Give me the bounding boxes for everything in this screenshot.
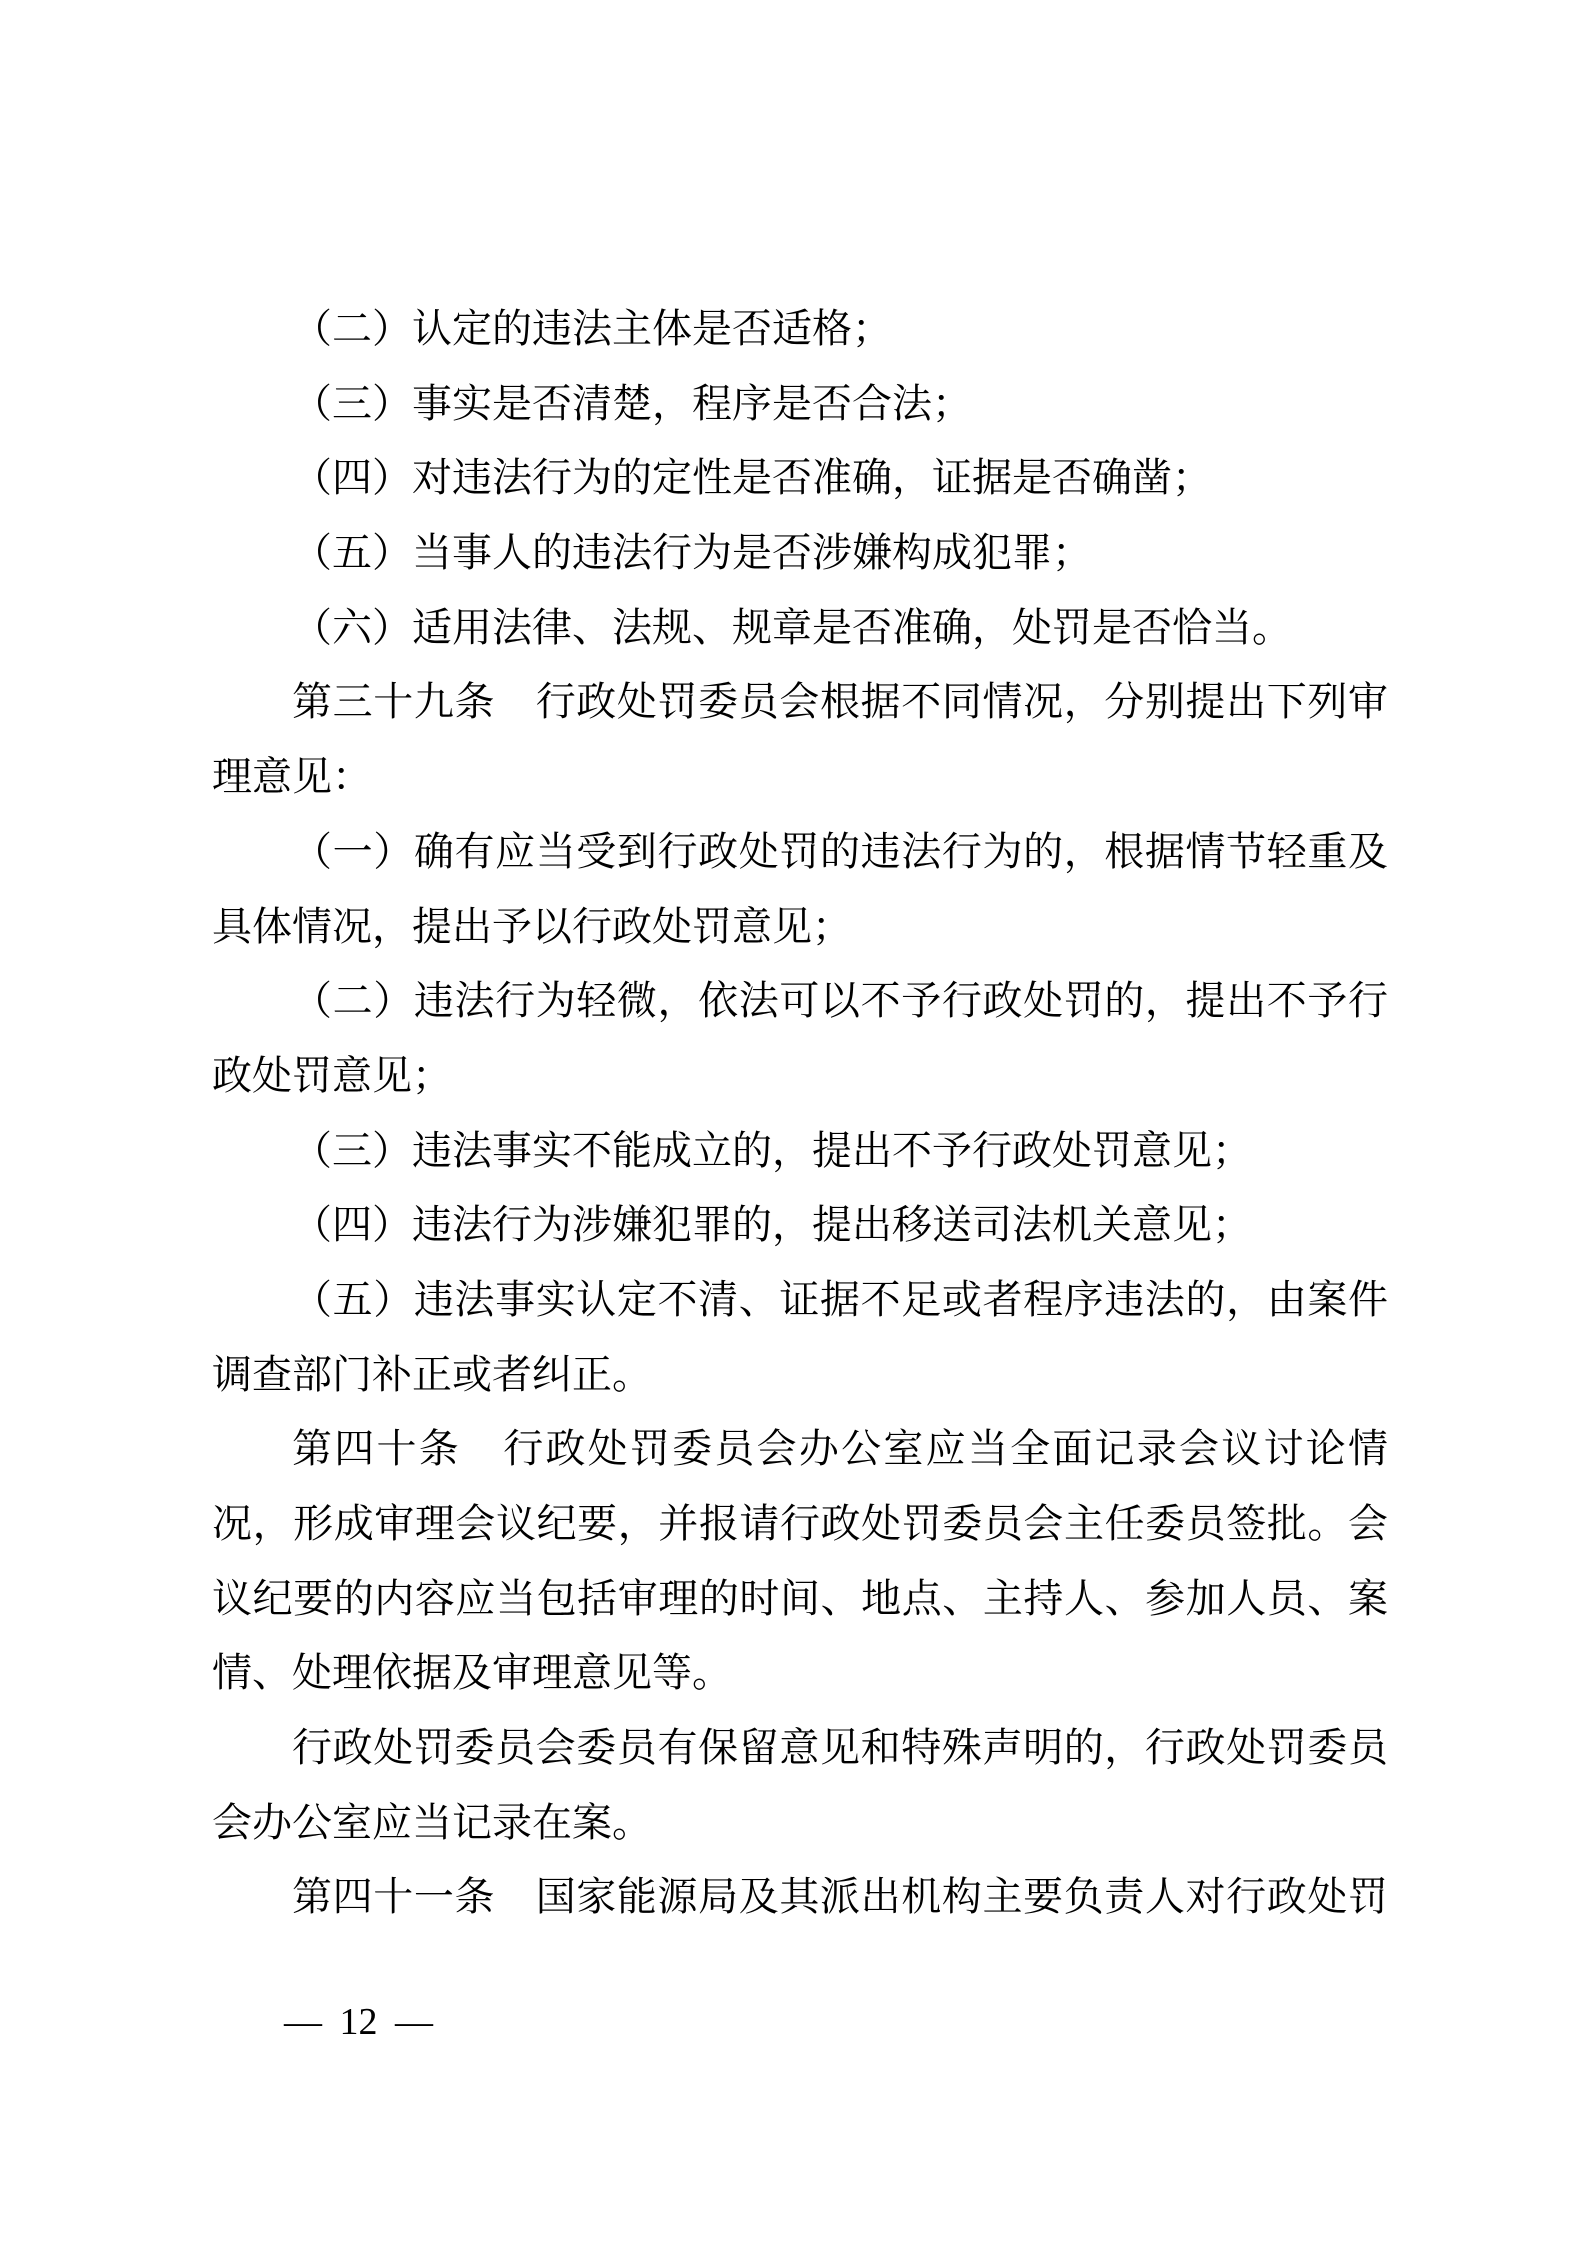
- text-line: （五）当事人的违法行为是否涉嫌构成犯罪；: [292, 531, 1092, 576]
- text-line: 具体情况，提出予以行政处罚意见；: [212, 904, 852, 949]
- text-line: （三）违法事实不能成立的，提出不予行政处罚意见；: [292, 1128, 1252, 1173]
- page-number-footer: — 12 —: [284, 2001, 433, 2043]
- text-line: （二）认定的违法主体是否适格；: [292, 307, 892, 351]
- text-line: 行政处罚委员会委员有保留意见和特殊声明的，行政处罚委员: [292, 1726, 1388, 1771]
- text-line: （一）确有应当受到行政处罚的违法行为的，根据情节轻重及: [292, 829, 1388, 874]
- text-line: （四）对违法行为的定性是否准确，证据是否确凿；: [292, 456, 1212, 501]
- text-line: （六）适用法律、法规、规章是否准确，处罚是否恰当。: [292, 605, 1292, 650]
- text-line: 第三十九条 行政处罚委员会根据不同情况，分别提出下列审: [292, 680, 1388, 725]
- text-line: （三）事实是否清楚，程序是否合法；: [292, 381, 972, 426]
- text-line: （五）违法事实认定不清、证据不足或者程序违法的，由案件: [292, 1277, 1388, 1322]
- text-line: （二）违法行为轻微，依法可以不予行政处罚的，提出不予行: [292, 979, 1388, 1024]
- text-line: 第四十条 行政处罚委员会办公室应当全面记录会议讨论情: [292, 1427, 1388, 1472]
- text-line: 会办公室应当记录在案。: [212, 1800, 652, 1845]
- text-line: 况，形成审理会议纪要，并报请行政处罚委员会主任委员签批。会: [212, 1502, 1388, 1546]
- text-line: （四）违法行为涉嫌犯罪的，提出移送司法机关意见；: [292, 1203, 1252, 1248]
- text-line: 议纪要的内容应当包括审理的时间、地点、主持人、参加人员、案: [212, 1576, 1388, 1621]
- text-line: 政处罚意见；: [212, 1053, 452, 1098]
- document-body-text: [212, 292, 1388, 1935]
- text-line: 第四十一条 国家能源局及其派出机构主要负责人对行政处罚: [292, 1875, 1388, 1920]
- text-line: 情、处理依据及审理意见等。: [212, 1651, 732, 1696]
- text-line: 理意见：: [212, 755, 372, 800]
- text-line: 调查部门补正或者纠正。: [212, 1352, 652, 1397]
